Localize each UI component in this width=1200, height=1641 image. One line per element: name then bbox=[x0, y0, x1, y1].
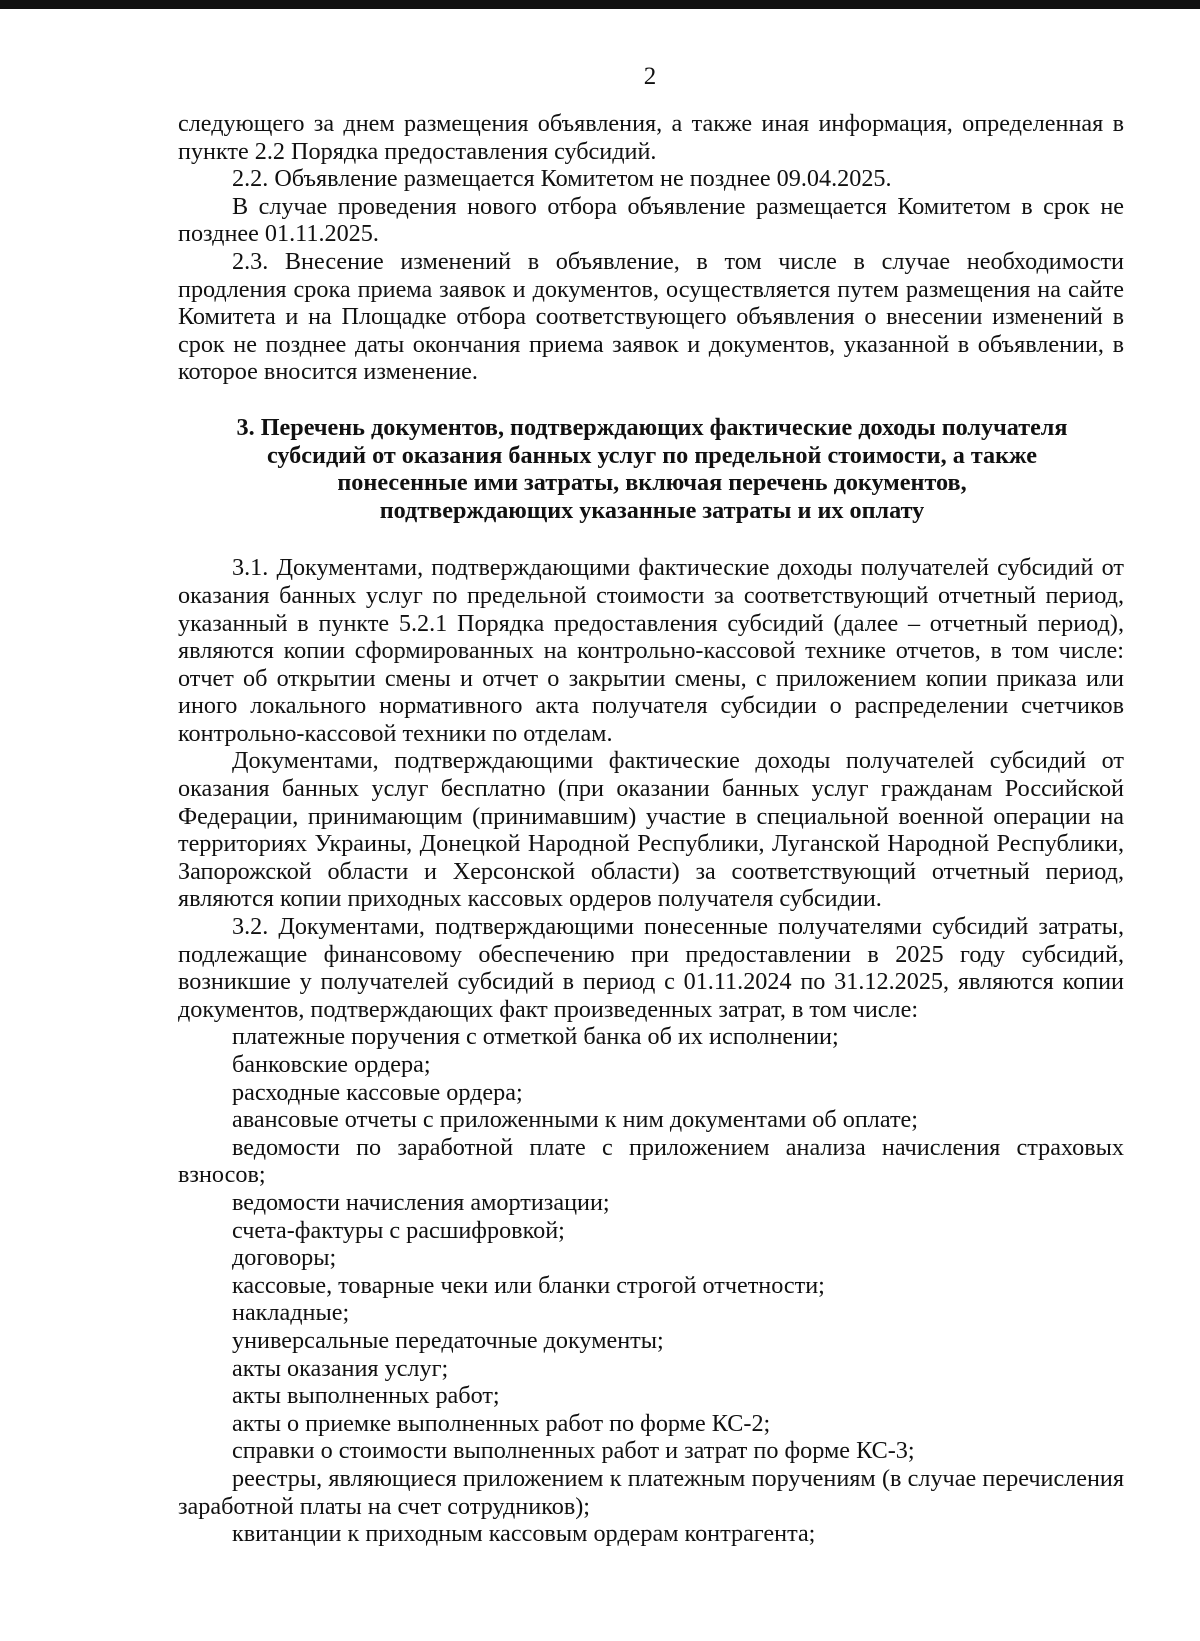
list-item: справки о стоимости выполненных работ и затрат по форме КС-3; bbox=[232, 1437, 915, 1465]
paragraph-free-services: Документами, подтверждающими фактические доходы получателей субсидий от оказания банных услуг бесплатно (при оказании банных услуг гражданам Российской Федерации, принимающим (принимавшим) участие в специальной военной операции на территориях Украины, Донецкой Народной Республики, Луганской Народной Республики, Запорожской области и Херсонской области) за соответствующий отчетный период, являются копии приходных кассовых ордеров получателя субсидии. bbox=[178, 747, 1124, 913]
list-item: расходные кассовые ордера; bbox=[232, 1078, 523, 1106]
list-item: договоры; bbox=[232, 1244, 337, 1272]
list-item: банковские ордера; bbox=[232, 1051, 431, 1078]
list-item: акты оказания услуг; bbox=[232, 1354, 449, 1382]
section-3-heading-line: понесенные ими затраты, включая перечень документов, bbox=[337, 469, 967, 497]
scan-top-border bbox=[0, 0, 1200, 9]
list-item: акты выполненных работ; bbox=[232, 1382, 500, 1410]
list-item: авансовые отчеты с приложенными к ним документами об оплате; bbox=[232, 1106, 919, 1134]
paragraph-2-2: 2.2. Объявление размещается Комитетом не позднее 09.04.2025. bbox=[232, 165, 892, 193]
document-list bbox=[178, 1023, 1124, 1547]
section-3-heading-line: 3. Перечень документов, подтверждающих фактические доходы получателя bbox=[236, 413, 1068, 441]
paragraph-continuation: следующего за днем размещения объявления, а также иная информация, определенная в пункте 2.2 Порядка предоставления субсидий. bbox=[178, 110, 1124, 165]
section-3-heading-line: субсидий от оказания банных услуг по предельной стоимости, а также bbox=[266, 441, 1037, 469]
list-item: ведомости по заработной плате с приложением анализа начисления страховых взносов; bbox=[178, 1133, 1124, 1189]
page-number: 2 bbox=[643, 63, 657, 90]
list-item: счета-фактуры с расшифровкой; bbox=[232, 1216, 565, 1244]
paragraph-3-2: 3.2. Документами, подтверждающими понесенные получателями субсидий затраты, подлежащие финансовому обеспечению при предоставлении в 2025 году субсидий, возникшие у получателей субсидий в период с 01.11.2024 по 31.12.2025, являются копии документов, подтверждающих факт произведенных затрат, в том числе: bbox=[178, 913, 1124, 1023]
paragraph-2-3: 2.3. Внесение изменений в объявление, в том числе в случае необходимости продления срока приема заявок и документов, осуществляется путем размещения на сайте Комитета и на Площадке отбора соответствующего объявления о внесении изменений в срок не позднее даты окончания приема заявок и документов, указанной в объявлении, в которое вносится изменение. bbox=[178, 247, 1124, 386]
list-item: кассовые, товарные чеки или бланки строгой отчетности; bbox=[232, 1271, 825, 1299]
list-item: платежные поручения с отметкой банка об их исполнении; bbox=[232, 1023, 839, 1051]
list-item: ведомости начисления амортизации; bbox=[232, 1188, 610, 1216]
section-3-heading bbox=[178, 414, 1124, 524]
list-item: акты о приемке выполненных работ по форме КС-2; bbox=[232, 1409, 771, 1437]
paragraph-3-1: 3.1. Документами, подтверждающими фактические доходы получателей субсидий от оказания банных услуг по предельной стоимости за соответствующий отчетный период, указанный в пункте 5.2.1 Порядка предоставления субсидий (далее – отчетный период), являются копии сформированных на контрольно-кассовой технике отчетов, в том числе: отчет об открытии смены и отчет о закрытии смены, с приложением копии приказа или иного локального нормативного акта получателя субсидии о распределении счетчиков контрольно-кассовой техники по отделам. bbox=[178, 554, 1124, 747]
list-item: квитанции к приходным кассовым ордерам контрагента; bbox=[232, 1520, 816, 1548]
section-3-heading-line: подтверждающих указанные затраты и их оплату bbox=[379, 496, 925, 524]
list-item: накладные; bbox=[232, 1299, 350, 1327]
paragraph-new-selection: В случае проведения нового отбора объявление размещается Комитетом в срок не позднее 01.11.2025. bbox=[178, 192, 1124, 248]
document-body bbox=[178, 110, 1124, 1548]
list-item: универсальные передаточные документы; bbox=[232, 1326, 664, 1354]
list-item: реестры, являющиеся приложением к платежным поручениям (в случае перечисления заработной платы на счет сотрудников); bbox=[178, 1464, 1124, 1520]
